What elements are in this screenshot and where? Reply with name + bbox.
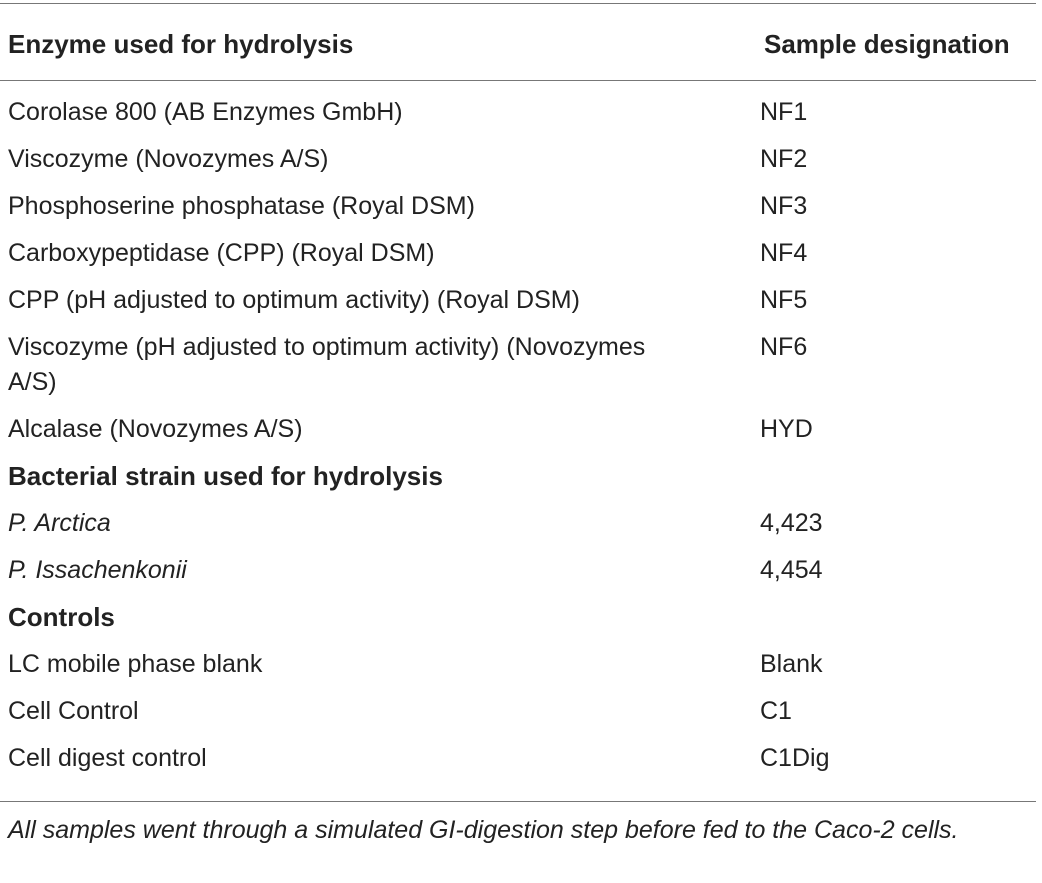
table-header	[8, 24, 1038, 64]
table-row	[8, 230, 1038, 277]
table-row	[8, 89, 1038, 136]
table-body	[8, 89, 1038, 782]
table-footnote: All samples went through a simulated GI-digestion step before fed to the Caco-2 cells.	[8, 816, 959, 844]
table-top-rule	[0, 3, 1036, 4]
row-enzyme-cell: CPP (pH adjusted to optimum activity) (Royal DSM)	[8, 286, 580, 314]
row-enzyme-cell: Viscozyme (pH adjusted to optimum activity) (Novozymes A/S)	[8, 333, 646, 396]
row-designation-cell: NF1	[760, 98, 808, 126]
row-designation-cell: C1	[760, 697, 792, 725]
group-heading-label: Bacterial strain used for hydrolysis	[8, 461, 443, 491]
table-row	[8, 641, 1038, 688]
group-heading-label: Controls	[8, 602, 115, 632]
row-designation-cell: HYD	[760, 415, 813, 443]
table-row	[8, 136, 1038, 183]
table-group-heading	[8, 453, 1038, 500]
table-row	[8, 183, 1038, 230]
row-designation-cell: Blank	[760, 650, 823, 678]
row-designation-cell: C1Dig	[760, 744, 830, 772]
row-enzyme-cell: LC mobile phase blank	[8, 650, 263, 678]
row-enzyme-cell: Cell digest control	[8, 744, 207, 772]
table-row	[8, 735, 1038, 782]
row-enzyme-cell: Viscozyme (Novozymes A/S)	[8, 145, 329, 173]
row-designation-cell: NF4	[760, 239, 808, 267]
row-enzyme-cell: Phosphoserine phosphatase (Royal DSM)	[8, 192, 475, 220]
table-group-heading	[8, 594, 1038, 641]
row-designation-cell: NF5	[760, 286, 808, 314]
row-designation-cell: NF3	[760, 192, 808, 220]
header-sample-designation: Sample designation	[764, 29, 1010, 59]
row-enzyme-cell: Alcalase (Novozymes A/S)	[8, 415, 303, 443]
table-row	[8, 324, 1038, 406]
table-row	[8, 277, 1038, 324]
row-enzyme-cell: Carboxypeptidase (CPP) (Royal DSM)	[8, 239, 435, 267]
row-designation-cell: NF6	[760, 333, 808, 361]
table-header-rule	[0, 80, 1036, 81]
row-enzyme-cell: Cell Control	[8, 697, 139, 725]
row-enzyme-cell: P. Arctica	[8, 509, 111, 537]
row-designation-cell: 4,423	[760, 509, 823, 537]
header-enzyme: Enzyme used for hydrolysis	[8, 29, 354, 59]
row-enzyme-cell: P. Issachenkonii	[8, 556, 187, 584]
table-row	[8, 406, 1038, 453]
row-designation-cell: 4,454	[760, 556, 823, 584]
table-bottom-rule	[0, 801, 1036, 802]
table-row	[8, 688, 1038, 735]
row-designation-cell: NF2	[760, 145, 808, 173]
table-row	[8, 547, 1038, 594]
table-row	[8, 500, 1038, 547]
row-enzyme-cell: Corolase 800 (AB Enzymes GmbH)	[8, 98, 403, 126]
